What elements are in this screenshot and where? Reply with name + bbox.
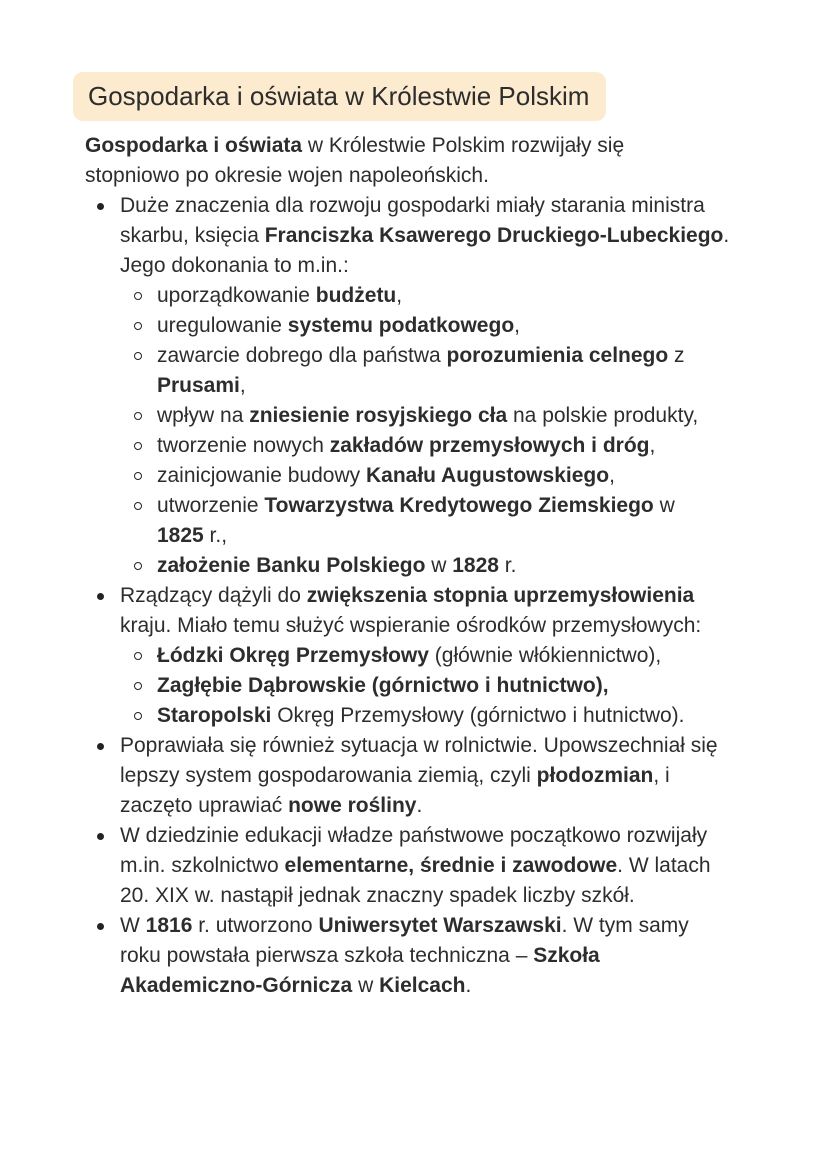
circle-bullet-icon	[134, 412, 142, 420]
text-line	[157, 671, 795, 701]
bold-text-run: budżetu	[315, 284, 397, 307]
text-run: wpływ na	[157, 404, 250, 427]
text-line	[120, 221, 795, 251]
circle-bullet-icon	[134, 292, 142, 300]
circle-bullet-icon	[134, 472, 142, 480]
text-run: zainicjowanie budowy	[157, 464, 366, 487]
bullet-item	[85, 731, 795, 821]
sub-bullet-item-text	[157, 431, 795, 461]
text-run: W dziedzinie edukacji władze państwowe początkowo rozwijały	[120, 824, 708, 847]
text-run: ,	[239, 374, 246, 397]
text-run: , i	[653, 764, 670, 787]
sub-bullet-item-text	[157, 281, 795, 311]
text-run: kraju. Miało temu służyć wspieranie ośrodków przemysłowych:	[120, 614, 702, 637]
bold-text-run: elementarne, średnie i zawodowe	[284, 854, 618, 877]
text-line	[120, 881, 795, 911]
bold-text-run: zakładów przemysłowych i dróg	[329, 434, 650, 457]
circle-bullet-icon	[134, 562, 142, 570]
text-line	[120, 791, 795, 821]
text-run: w	[352, 974, 380, 997]
bold-text-run: Szkoła	[533, 944, 600, 967]
bullet-item	[85, 581, 795, 731]
bold-text-run: Akademiczno-Górnicza	[120, 974, 353, 997]
text-line	[157, 431, 795, 461]
text-run: w	[653, 494, 675, 517]
bold-text-run: Staropolski	[157, 704, 272, 727]
text-line	[120, 731, 795, 761]
text-run: Rządzący dążyli do	[120, 584, 307, 607]
sub-bullet-item	[120, 641, 795, 671]
text-line	[85, 161, 795, 191]
text-line	[120, 761, 795, 791]
sub-bullet-item-text	[157, 341, 795, 401]
text-run: W	[120, 914, 146, 937]
text-run: z	[668, 344, 685, 367]
sub-bullet-item-text	[157, 461, 795, 491]
bullet-dot-icon	[97, 203, 104, 210]
text-run: (głównie włókiennictwo),	[428, 644, 662, 667]
document-content	[85, 131, 795, 1001]
sub-bullet-item	[120, 281, 795, 311]
text-line	[157, 281, 795, 311]
bold-text-run: Kanału Augustowskiego	[365, 464, 610, 487]
text-run: zawarcie dobrego dla państwa	[157, 344, 447, 367]
sub-bullet-item-text	[157, 701, 795, 731]
bullet-dot-icon	[97, 923, 104, 930]
circle-bullet-icon	[134, 322, 142, 330]
text-line	[157, 371, 795, 401]
text-run: roku powstała pierwsza szkoła techniczna –	[120, 944, 534, 967]
text-run: r.,	[203, 524, 228, 547]
bullet-dot-icon	[97, 593, 104, 600]
text-run: lepszy system gospodarowania ziemią, czyli	[120, 764, 537, 787]
bullet-item-text	[120, 581, 795, 641]
sub-bullet-item	[120, 671, 795, 701]
text-line	[157, 311, 795, 341]
sub-bullet-item	[120, 491, 795, 551]
bold-text-run: Gospodarka i oświata	[85, 134, 303, 157]
bold-text-run: zwiększenia stopnia uprzemysłowienia	[306, 584, 695, 607]
bullet-dot-icon	[97, 833, 104, 840]
text-run: .	[723, 224, 730, 247]
text-line	[120, 581, 795, 611]
circle-bullet-icon	[134, 682, 142, 690]
bold-text-run: 1816	[145, 914, 193, 937]
text-line	[120, 191, 795, 221]
sub-bullet-item-text	[157, 671, 795, 701]
sub-bullet-item-text	[157, 641, 795, 671]
circle-bullet-icon	[134, 712, 142, 720]
text-line	[120, 851, 795, 881]
bold-text-run: Łódzki Okręg Przemysłowy	[157, 644, 429, 667]
text-run: .	[416, 794, 423, 817]
text-run: w	[425, 554, 453, 577]
sub-bullet-item	[120, 311, 795, 341]
bold-text-run: założenie Banku Polskiego	[157, 554, 426, 577]
sub-bullet-list	[120, 641, 795, 731]
bold-text-run: Uniwersytet Warszawski	[318, 914, 562, 937]
text-run: skarbu, księcia	[120, 224, 265, 247]
text-line	[157, 491, 795, 521]
circle-bullet-icon	[134, 352, 142, 360]
bold-text-run: Kielcach	[379, 974, 466, 997]
bullet-item-text	[120, 191, 795, 281]
bold-text-run: Franciszka Ksawerego Druckiego-Lubeckiego	[264, 224, 724, 247]
bold-text-run: zniesienie rosyjskiego cła	[249, 404, 508, 427]
sub-bullet-item-text	[157, 311, 795, 341]
bold-text-run: Towarzystwa Kredytowego Ziemskiego	[264, 494, 654, 517]
text-run: w Królestwie Polskim rozwijały się	[302, 134, 625, 157]
intro-paragraph	[85, 131, 795, 191]
sub-bullet-item	[120, 551, 795, 581]
text-line	[157, 701, 795, 731]
bullet-item-text	[120, 911, 795, 1001]
circle-bullet-icon	[134, 652, 142, 660]
text-run: ,	[649, 434, 656, 457]
text-run: na polskie produkty,	[507, 404, 699, 427]
sub-bullet-item	[120, 341, 795, 401]
text-line	[120, 941, 795, 971]
text-line	[120, 821, 795, 851]
text-run: m.in. szkolnictwo	[120, 854, 285, 877]
sub-bullet-item-text	[157, 551, 795, 581]
text-run: ,	[396, 284, 403, 307]
text-line	[157, 401, 795, 431]
sub-bullet-item-text	[157, 491, 795, 551]
bold-text-run: porozumienia celnego	[446, 344, 669, 367]
bullet-item-text	[120, 731, 795, 821]
text-run: Okręg Przemysłowy (górnictwo i hutnictwo).	[271, 704, 685, 727]
section-title-highlight	[73, 72, 606, 121]
bold-text-run: płodozmian	[536, 764, 654, 787]
text-run: ,	[514, 314, 520, 337]
text-run: Jego dokonania to m.in.:	[120, 254, 349, 277]
text-run: Poprawiała się również sytuacja w rolnictwie. Upowszechniał się	[120, 734, 718, 757]
bullet-list	[85, 191, 795, 1001]
sub-bullet-item-text	[157, 401, 795, 431]
bullet-item	[85, 911, 795, 1001]
text-run: . W latach	[617, 854, 711, 877]
bold-text-run: 1828	[452, 554, 499, 577]
text-run: r. utworzono	[192, 914, 319, 937]
bold-text-run: systemu podatkowego	[287, 314, 515, 337]
text-line	[157, 461, 795, 491]
text-line	[157, 641, 795, 671]
text-line	[157, 341, 795, 371]
text-run: utworzenie	[157, 494, 265, 517]
text-run: stopniowo po okresie wojen napoleońskich.	[85, 164, 489, 187]
text-line	[157, 521, 795, 551]
text-run: zaczęto uprawiać	[120, 794, 289, 817]
text-run: Duże znaczenia dla rozwoju gospodarki miały starania ministra	[120, 194, 705, 217]
text-line	[120, 611, 795, 641]
bullet-item-text	[120, 821, 795, 911]
circle-bullet-icon	[134, 502, 142, 510]
text-run: uregulowanie	[157, 314, 288, 337]
text-run: ,	[609, 464, 615, 487]
text-line	[157, 551, 795, 581]
circle-bullet-icon	[134, 442, 142, 450]
text-line	[120, 971, 795, 1001]
text-run: r.	[498, 554, 517, 577]
text-line	[120, 911, 795, 941]
bold-text-run: Zagłębie Dąbrowskie (górnictwo i hutnictwo),	[157, 674, 609, 697]
bullet-item	[85, 191, 795, 581]
sub-bullet-list	[120, 281, 795, 581]
text-run: .	[465, 974, 472, 997]
bold-text-run: 1825	[157, 524, 204, 547]
section-title: Gospodarka i oświata w Królestwie Polskim	[88, 80, 590, 111]
sub-bullet-item	[120, 461, 795, 491]
text-run: uporządkowanie	[157, 284, 316, 307]
text-line	[85, 131, 795, 161]
bullet-dot-icon	[97, 743, 104, 750]
bold-text-run: Prusami	[157, 374, 240, 397]
text-run: 20. XIX w. nastąpił jednak znaczny spadek liczby szkół.	[120, 884, 635, 907]
sub-bullet-item	[120, 401, 795, 431]
sub-bullet-item	[120, 701, 795, 731]
text-run: tworzenie nowych	[157, 434, 330, 457]
text-line	[120, 251, 795, 281]
sub-bullet-item	[120, 431, 795, 461]
bullet-item	[85, 821, 795, 911]
bold-text-run: nowe rośliny	[288, 794, 417, 817]
text-run: . W tym samy	[561, 914, 689, 937]
